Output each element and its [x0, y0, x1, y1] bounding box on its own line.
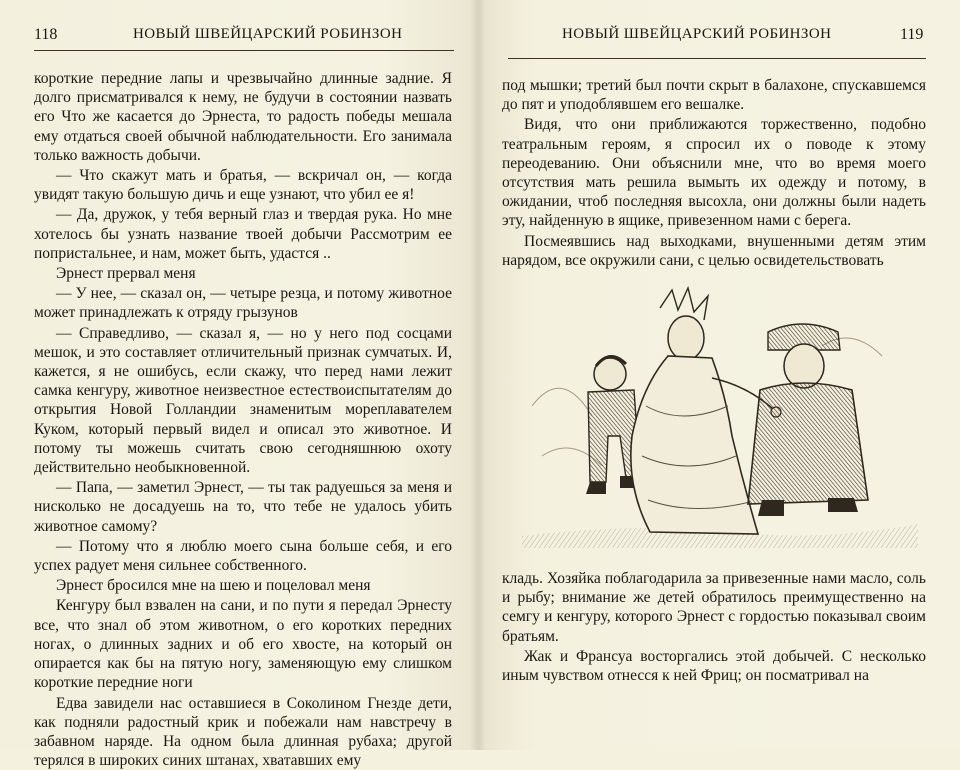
paragraph: Эрнест прервал меня — [34, 264, 452, 283]
right-body-text-bottom — [502, 569, 926, 685]
paragraph: Видя, что они приближаются торжественно, подобно театральным героям, я спросил их о поводе к этому переодеванию. Они объяснили мне, что во время моего отсутствия мать решила вымыть их одежду и потому, в ожидании, чтоб последняя высохла, они должны были надеть эту, найденную в ящике, привезенном нами с берега. — [502, 115, 926, 230]
paragraph: — Папа, — заметил Эрнест, — ты так радуешься за меня и нисколько не досадуешь на то, что тебе не удалось убить животное самому? — [34, 478, 452, 536]
paragraph: под мышки; третий был почти скрыт в балахоне, спускавшемся до пят и уподоблявшем его вешалке. — [502, 76, 926, 114]
paragraph: Едва завидели нас оставшиеся в Соколином Гнезде дети, как подняли радостный крик и побежали нам навстречу в забавном наряде. На одном была длинная рубаха; другой терялся в широких синих штанах, хватавших ему — [34, 694, 452, 770]
paragraph: короткие передние лапы и чрезвычайно длинные задние. Я долго присматривался к нему, не будучи в состоянии назвать его Что же касается до Эрнеста, то радость победы мешала ему отдаться своей обычной наблюдательности. Его занимала только важность добычи. — [34, 69, 452, 165]
paragraph: — У нее, — сказал он, — четыре резца, и потому животное может принадлежать к отряду грызунов — [34, 284, 452, 322]
right-page — [478, 0, 960, 750]
left-body-text — [34, 69, 452, 770]
header-rule — [34, 50, 454, 51]
paragraph: Жак и Франсуа восторгались этой добычей. С несколько иным чувством отнесся к ней Фриц; он посматривал на — [502, 647, 926, 685]
left-page — [0, 0, 478, 750]
paragraph: Эрнест бросился мне на шею и поцеловал меня — [34, 576, 452, 595]
paragraph: Посмеявшись над выходками, внушенными детям этим нарядом, все окружили сани, с целью освидетельствовать — [502, 232, 926, 270]
paragraph: — Что скажут мать и братья, — вскричал он, — когда увидят такую большую дичь и еще узнают, что убил ее я! — [34, 166, 452, 204]
paragraph: Кенгуру был взвален на сани, и по пути я передал Эрнесту все, что знал об этом животном, о его коротких передних ногах, о длинных задних и об его хвосте, на который он опирается как бы на пятую ногу, заменяющую ему слишком короткие передние ноги — [34, 596, 452, 692]
book-gutter — [470, 0, 486, 750]
right-body-text-top — [502, 76, 926, 270]
paragraph: кладь. Хозяйка поблагодарила за привезенные нами масло, соль и рыбу; внимание же детей обратилось преимущественно на семгу и кенгуру, которого Эрнест с гордостью показывал своим братьям. — [502, 569, 926, 646]
paragraph: — Да, дружок, у тебя верный глаз и твердая рука. Но мне хотелось бы узнать название твоей добычи Рассмотрим ее попристальнее, и нам, может быть, удастся .. — [34, 205, 452, 263]
paragraph: — Справедливо, — сказал я, — но у него под сосцами мешок, и это составляет отличительный признак сумчатых. И, кажется, я не ошибусь, если скажу, что перед нами лежит самка кенгуру, животное неизвестное естествоиспытателям до открытия Новой Голландии знаменитым мореплавателем Куком, который первый видел и описал это животное. И потому ты можешь считать свою сегодняшнюю охоту действительно необыкновенной. — [34, 324, 452, 478]
page-number: 119 — [900, 26, 923, 44]
illustration-icon — [522, 286, 918, 548]
child-figure-right — [748, 324, 868, 516]
running-head: НОВЫЙ ШВЕЙЦАРСКИЙ РОБИНЗОН — [133, 26, 402, 43]
page-number: 118 — [34, 26, 57, 44]
running-head: НОВЫЙ ШВЕЙЦАРСКИЙ РОБИНЗОН — [562, 26, 831, 43]
header-rule — [508, 58, 926, 59]
engraving-illustration — [522, 286, 918, 548]
paragraph: — Потому что я люблю моего сына больше себя, и его успех радует меня сильнее собственного. — [34, 537, 452, 575]
